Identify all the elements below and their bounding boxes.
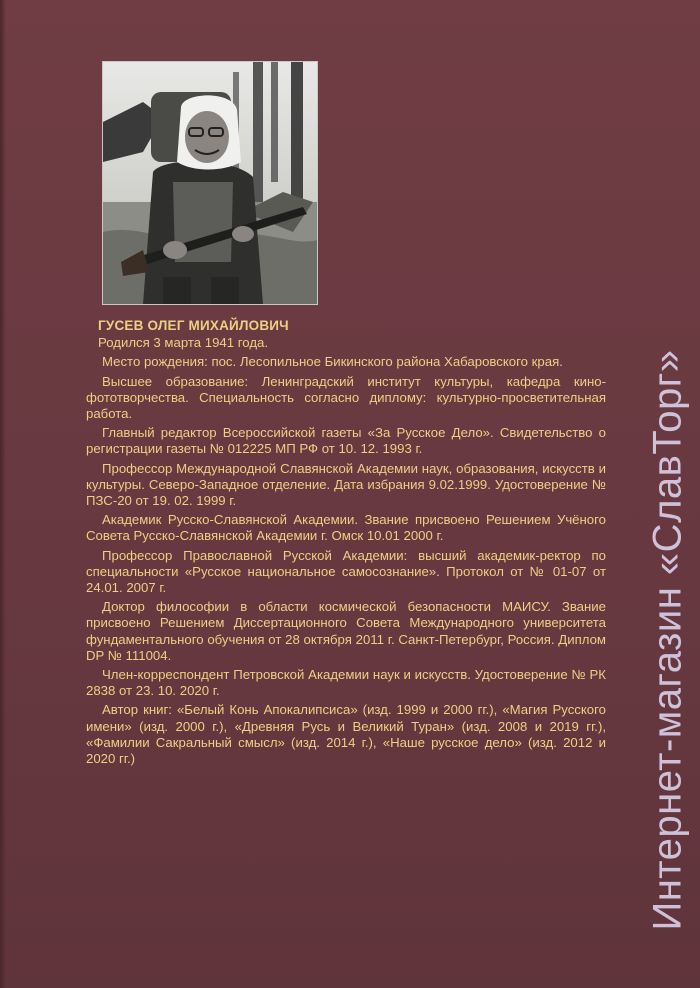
spine-shadow xyxy=(0,0,6,988)
bio-birth-date: Родился 3 марта 1941 года. xyxy=(98,335,269,351)
bio-birthplace: Место рождения: пос. Лесопильное Бикинского района Хабаровского края. xyxy=(102,354,563,370)
store-watermark: Интернет-магазин «СлавТорг» xyxy=(645,349,690,931)
bio-corresponding-member: Член-корреспондент Петровской Академии наук и искусств. Удостоверение № РК 2838 от 23. 10. 2020 г. xyxy=(86,667,606,699)
bio-academic: Академик Русско-Славянской Академии. Звание присвоено Решением Учёного Совета Русско-Славянской Академии г. Омск 10.01 2000 г. xyxy=(86,512,606,544)
author-name: ГУСЕВ ОЛЕГ МИХАЙЛОВИЧ xyxy=(98,318,289,333)
bio-professor-orthodox: Профессор Православной Русской Академии: высший академик-ректор по специальности «Русское национальное самосознание». Протокол от № 01-07 от 24.01. 2007 г. xyxy=(86,547,606,596)
author-photo xyxy=(103,62,317,304)
bio-professor-slavic: Профессор Международной Славянской Академии наук, образования, искусств и культуры. Северо-Западное отделение. Дата избрания 9.02.1999. Удостоверение № ПЗС-20 от 19. 02. 1999 г. xyxy=(86,460,606,509)
author-bio xyxy=(86,318,606,770)
bio-editor: Главный редактор Всероссийской газеты «За Русское Дело». Свидетельство о регистрации газеты № 012225 МП РФ от 10. 12. 1993 г. xyxy=(86,425,606,457)
bio-education: Высшее образование: Ленинградский институт культуры, кафедра кино- фототворчества. Специальность согласно диплому: культурно-просветительная работа. xyxy=(86,373,606,422)
bio-doctor: Доктор философии в области космической безопасности МАИСУ. Звание присвоено Решением Диссертационного Совета Международного университета фундаментального обучения от 28 октября 2011 г. Санкт-Петербург, Россия. Диплом DP № 111004. xyxy=(86,599,606,663)
bio-books: Автор книг: «Белый Конь Апокалипсиса» (изд. 1999 и 2000 гг.), «Магия Русского имени» (изд. 2000 г.), «Древняя Русь и Великий Туран» (изд. 2008 и 2019 гг.), «Фамилии Сакральный смысл» (изд. 2014 г.), «Наше русское дело» (изд. 2012 и 2020 гг.) xyxy=(86,702,606,767)
